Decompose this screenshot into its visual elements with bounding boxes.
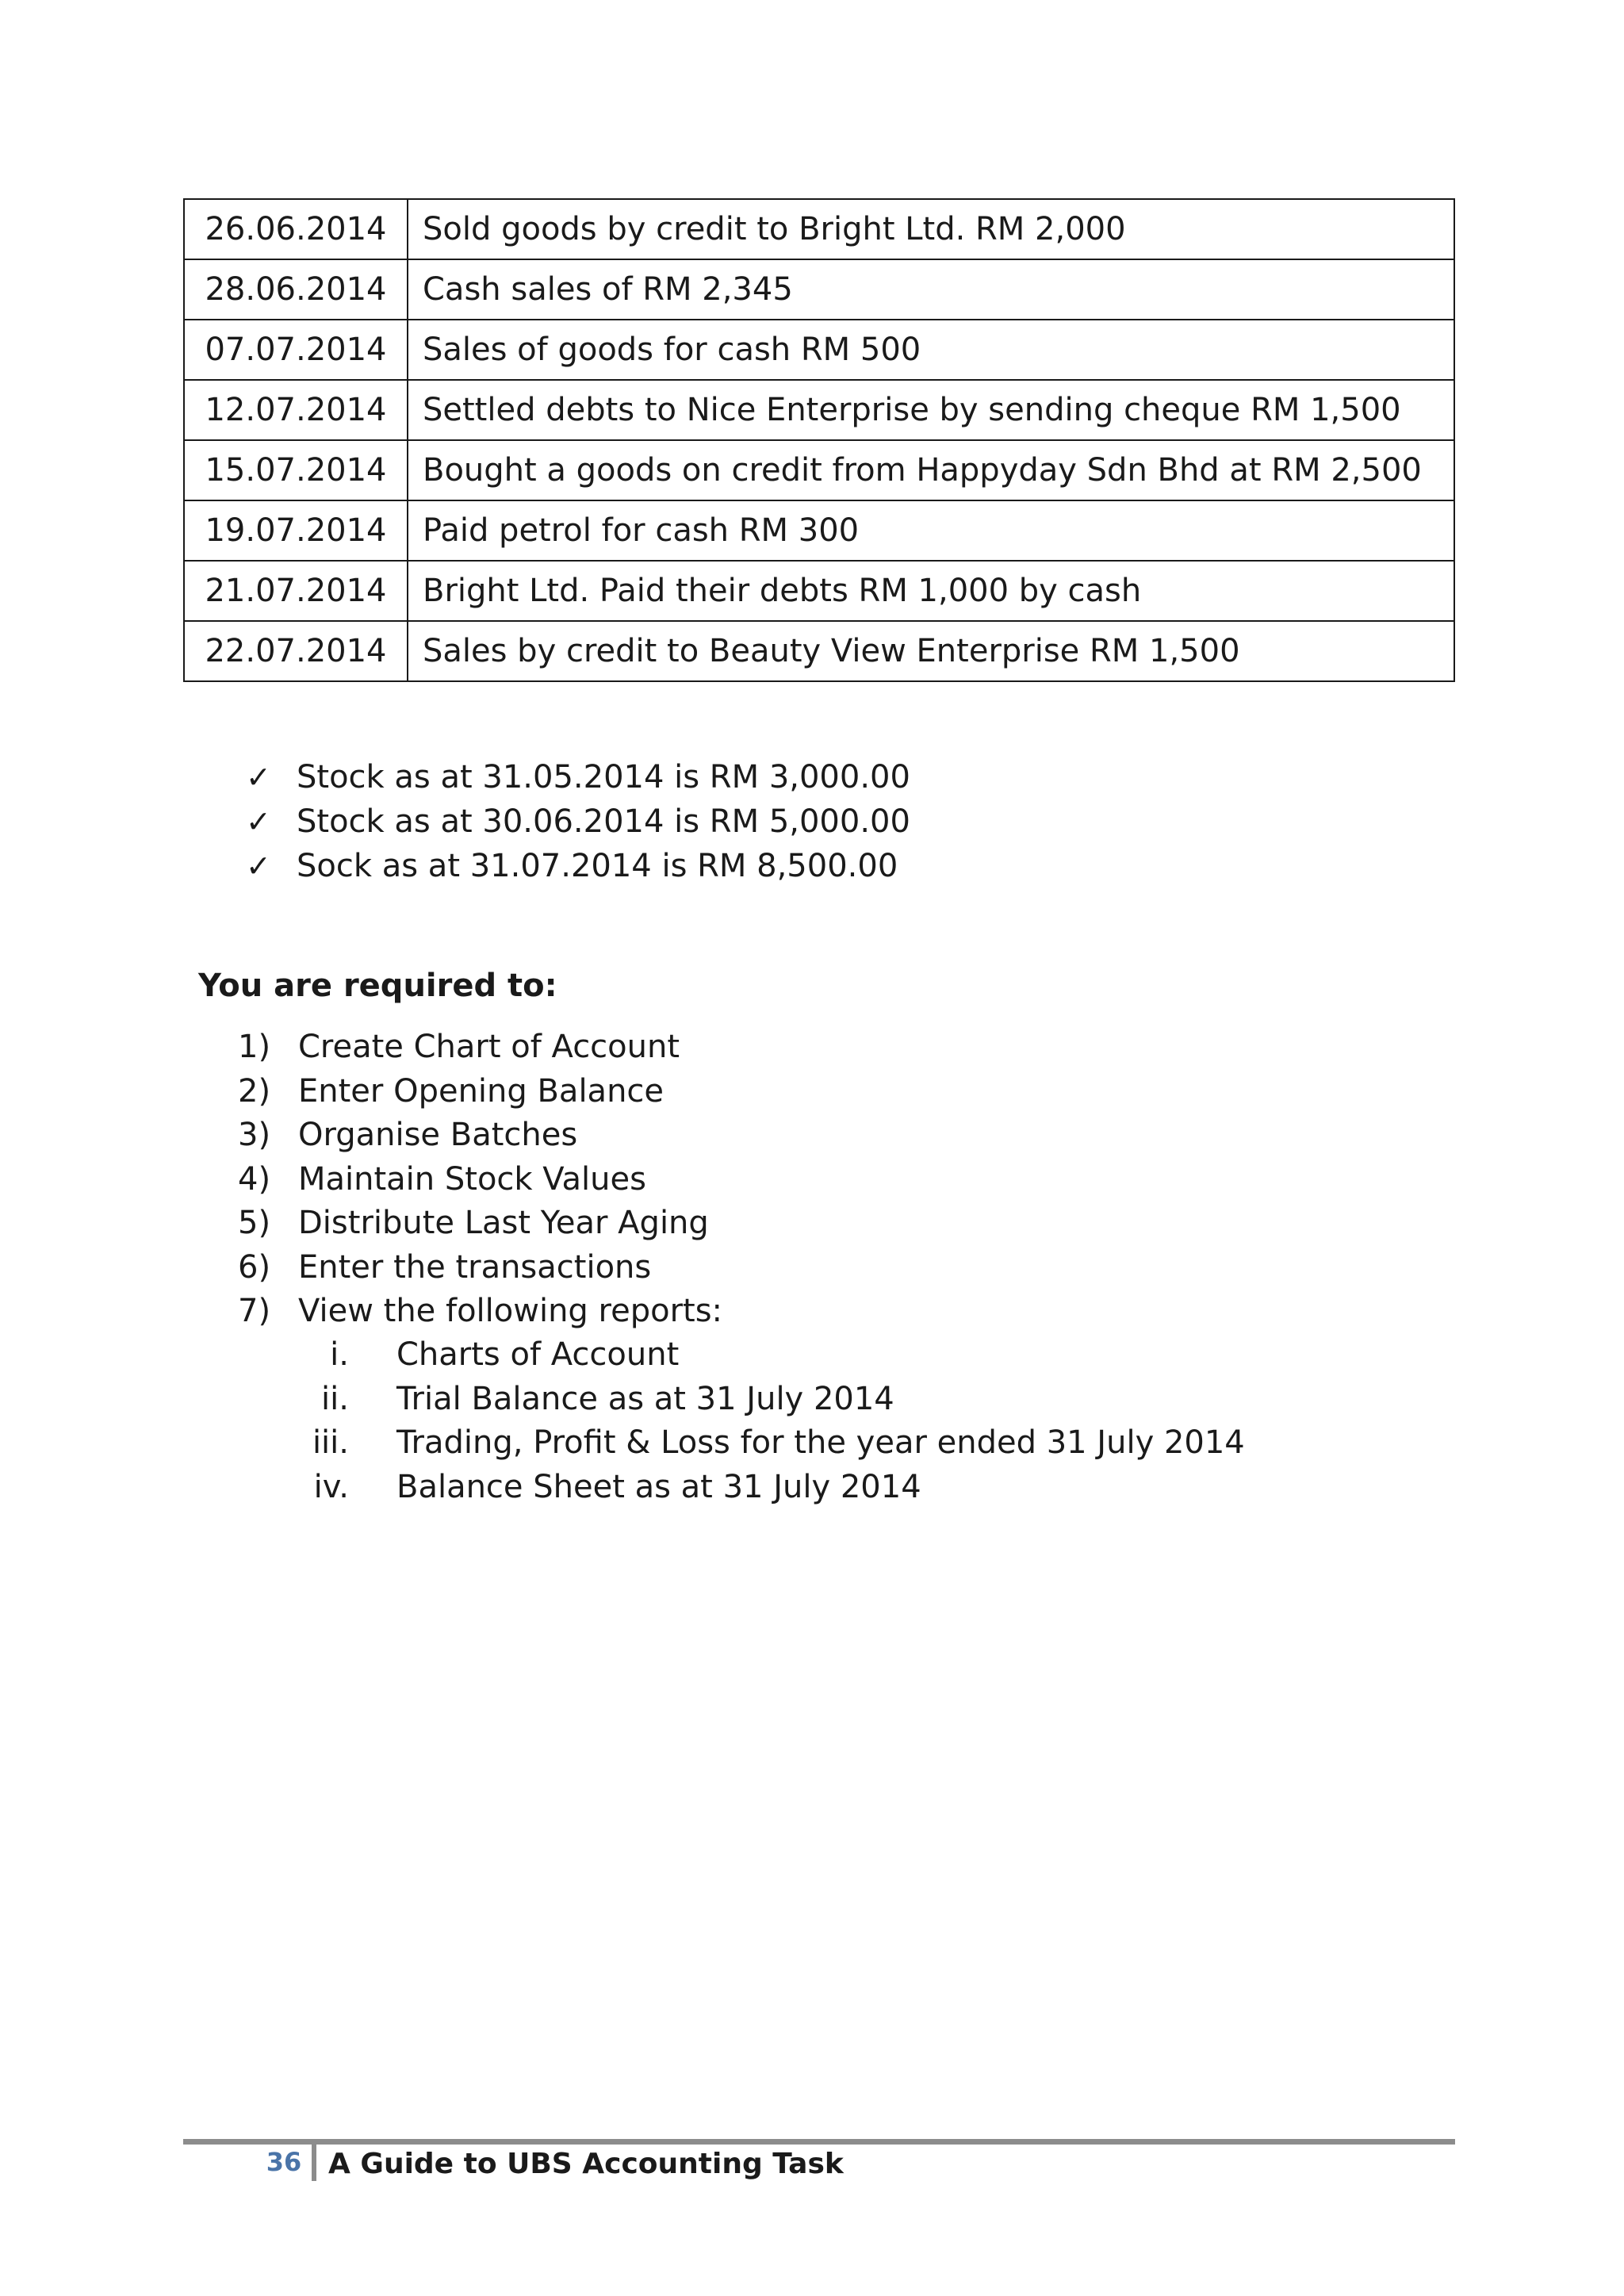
list-item bbox=[238, 1113, 722, 1157]
stock-notes-list bbox=[246, 755, 910, 888]
item-text: Organise Batches bbox=[298, 1117, 578, 1153]
table-row bbox=[184, 440, 1454, 500]
requirements-list bbox=[238, 1025, 722, 1333]
footer-divider bbox=[183, 2139, 1455, 2145]
stock-note-text: Stock as at 30.06.2014 is RM 5,000.00 bbox=[297, 803, 910, 840]
table-row bbox=[184, 199, 1454, 259]
item-text: Enter the transactions bbox=[298, 1248, 652, 1286]
stock-note-text: Sock as at 31.07.2014 is RM 8,500.00 bbox=[297, 848, 898, 884]
transaction-date: 12.07.2014 bbox=[184, 380, 408, 440]
list-item bbox=[238, 1025, 722, 1069]
list-item bbox=[238, 1245, 722, 1290]
item-text: Charts of Account bbox=[396, 1336, 680, 1373]
transaction-date: 21.07.2014 bbox=[184, 561, 408, 621]
transaction-description: Settled debts to Nice Enterprise by sending cheque RM 1,500 bbox=[408, 380, 1454, 440]
page-number: 36 bbox=[266, 2147, 302, 2177]
item-number: iii. bbox=[312, 1424, 349, 1461]
transaction-date: 28.06.2014 bbox=[184, 259, 408, 320]
list-item bbox=[301, 1332, 1245, 1377]
checkmark-icon: ✓ bbox=[246, 760, 271, 795]
item-text: Balance Sheet as at 31 July 2014 bbox=[396, 1468, 921, 1505]
item-number: ii. bbox=[321, 1380, 349, 1417]
transaction-date: 22.07.2014 bbox=[184, 621, 408, 681]
transaction-description: Bright Ltd. Paid their debts RM 1,000 by cash bbox=[408, 561, 1454, 621]
table-row bbox=[184, 259, 1454, 320]
item-number: 5) bbox=[238, 1205, 271, 1241]
list-item bbox=[246, 755, 910, 799]
reports-list bbox=[301, 1332, 1245, 1508]
table-row bbox=[184, 621, 1454, 681]
item-number: 6) bbox=[238, 1248, 271, 1286]
table-row bbox=[184, 320, 1454, 380]
footer-title: A Guide to UBS Accounting Task bbox=[328, 2148, 844, 2180]
table-row bbox=[184, 500, 1454, 561]
footer-separator bbox=[312, 2145, 316, 2181]
list-item bbox=[301, 1420, 1245, 1465]
transaction-date: 07.07.2014 bbox=[184, 320, 408, 380]
transaction-description: Bought a goods on credit from Happyday Sdn Bhd at RM 2,500 bbox=[408, 440, 1454, 500]
transactions-table bbox=[183, 198, 1455, 682]
item-number: i. bbox=[330, 1336, 349, 1373]
list-item bbox=[238, 1069, 722, 1114]
item-text: Maintain Stock Values bbox=[298, 1160, 646, 1198]
item-text: Trading, Profit & Loss for the year ended 31 July 2014 bbox=[396, 1424, 1245, 1461]
transaction-description: Sales by credit to Beauty View Enterprise RM 1,500 bbox=[408, 621, 1454, 681]
table-row bbox=[184, 380, 1454, 440]
transaction-description: Paid petrol for cash RM 300 bbox=[408, 500, 1454, 561]
item-number: 3) bbox=[238, 1117, 271, 1153]
transaction-description: Sold goods by credit to Bright Ltd. RM 2,000 bbox=[408, 199, 1454, 259]
item-text: Distribute Last Year Aging bbox=[298, 1205, 709, 1241]
transaction-date: 15.07.2014 bbox=[184, 440, 408, 500]
item-number: 2) bbox=[238, 1072, 271, 1110]
item-number: iv. bbox=[313, 1468, 349, 1505]
transaction-description: Sales of goods for cash RM 500 bbox=[408, 320, 1454, 380]
list-item bbox=[246, 844, 910, 888]
item-text: View the following reports: bbox=[298, 1293, 723, 1329]
item-number: 1) bbox=[238, 1029, 271, 1065]
stock-note-text: Stock as at 31.05.2014 is RM 3,000.00 bbox=[297, 759, 910, 795]
list-item bbox=[301, 1377, 1245, 1421]
item-text: Create Chart of Account bbox=[298, 1029, 680, 1065]
transaction-date: 19.07.2014 bbox=[184, 500, 408, 561]
checkmark-icon: ✓ bbox=[246, 804, 271, 839]
item-number: 7) bbox=[238, 1293, 271, 1329]
list-item bbox=[238, 1157, 722, 1202]
list-item bbox=[246, 799, 910, 844]
list-item bbox=[238, 1289, 722, 1333]
list-item bbox=[238, 1201, 722, 1245]
checkmark-icon: ✓ bbox=[246, 849, 271, 884]
transaction-description: Cash sales of RM 2,345 bbox=[408, 259, 1454, 320]
table-row bbox=[184, 561, 1454, 621]
item-number: 4) bbox=[238, 1160, 271, 1198]
item-text: Enter Opening Balance bbox=[298, 1072, 665, 1110]
requirements-heading: You are required to: bbox=[198, 968, 557, 1004]
transaction-date: 26.06.2014 bbox=[184, 199, 408, 259]
list-item bbox=[301, 1465, 1245, 1509]
item-text: Trial Balance as at 31 July 2014 bbox=[396, 1380, 894, 1417]
